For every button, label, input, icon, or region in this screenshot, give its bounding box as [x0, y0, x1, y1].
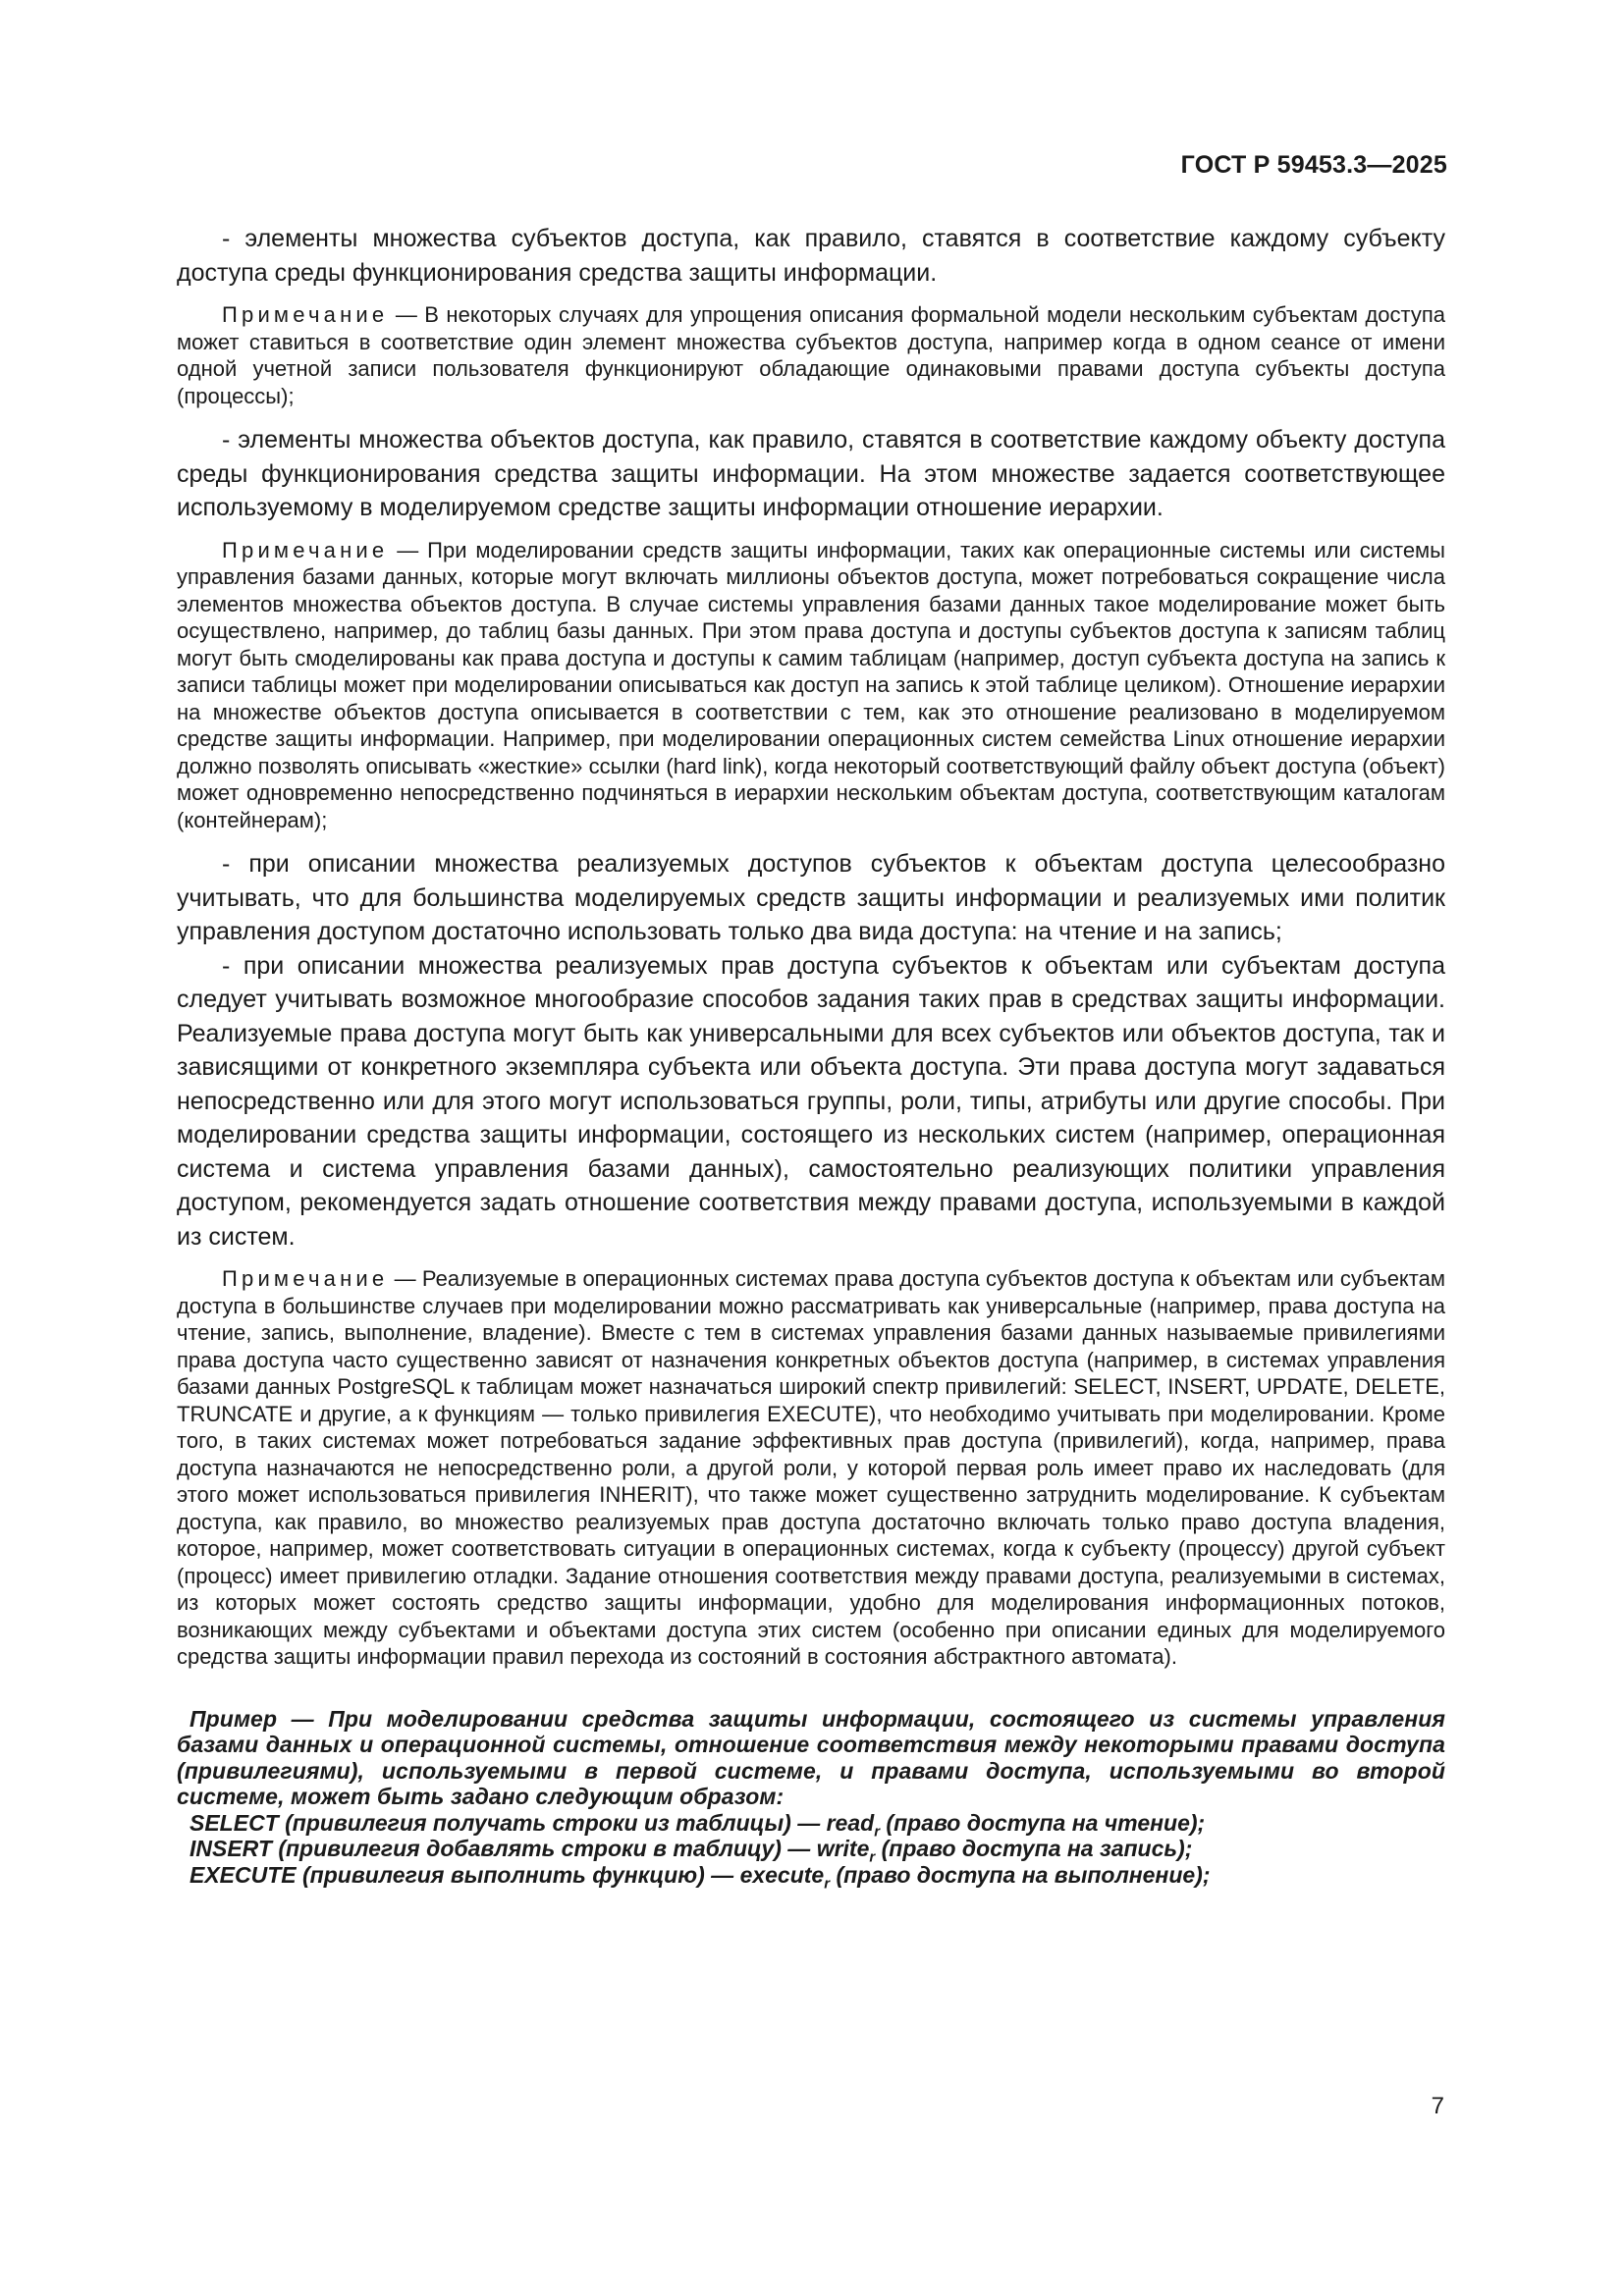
example-line-insert: INSERT (привилегия добавлять строки в таблицу) — write$_r$ (право доступа на запись);	[189, 1836, 1193, 1866]
standard-code-header: ГОСТ Р 59453.3—2025	[1180, 151, 1447, 179]
example-line-select: SELECT (привилегия получать строки из таблицы) — read$_r$ (право доступа на чтение);	[189, 1809, 1206, 1841]
page-number: 7	[1431, 2093, 1444, 2119]
paragraph-accesses: - при описании множества реализуемых доступов субъектов к объектам доступа целесообразно учитывать, что для большинства моделируемых средств защиты информации и реализуемых ими политик управления доступом достаточно использовать только два вида доступа: на чтение и на запись;	[177, 850, 1445, 945]
page-content	[177, 222, 1445, 1893]
note-text: — При моделировании средств защиты информации, таких как операционные системы или системы управления базами данных, которые могут включать миллионы объектов доступа, может потребоваться сокращение числа элементов множества объектов доступа. В случае системы управления базами данных такое моделирование может быть осуществлено, например, до таблиц базы данных. При этом права доступа и доступы субъектов доступа к записям таблиц могут быть смоделированы как права доступа и доступы к самим таблицам (например, доступ субъекта доступа на запись к записи таблицы может при моделировании описываться как доступ на запись к этой таблице целиком). Отношение иерархии на множестве объектов доступа описывается в соответствии с тем, как это отношение реализовано в моделируемом средстве защиты информации. Например, при моделировании операционных систем семейства Linux отношение иерархии должно позволять описывать «жесткие» ссылки (hard link), когда некоторый соответствующий файлу объект доступа (объект) может одновременно непосредственно подчиняться в иерархии нескольким объектам доступа, соответствующим каталогам (контейнерам);	[177, 537, 1445, 832]
note-subjects	[177, 301, 1445, 409]
example-line-execute: EXECUTE (привилегия выполнить функцию) — execute$_r$ (право доступа на выполнение);	[189, 1861, 1211, 1893]
note-label: Примечание	[222, 1266, 389, 1291]
paragraph-subjects: - элементы множества субъектов доступа, как правило, ставятся в соответствие каждому субъекту доступа среды функционирования средства защиты информации.	[177, 225, 1445, 287]
note-label: Примечание	[222, 302, 389, 327]
note-text: — В некоторых случаях для упрощения описания формальной модели нескольким субъектам доступа может ставиться в соответствие один элемент множества субъектов доступа, например когда в одном сеансе от имени одной учетной записи пользователя функционируют обладающие одинаковыми правами доступа субъекты доступа (процессы);	[177, 302, 1445, 408]
note-label: Примечание	[222, 537, 389, 562]
example-intro: Пример — При моделировании средства защиты информации, состоящего из системы управления базами данных и операционной системы, отношение соответствия между некоторыми правами доступа (привилегиями), используемыми в первой системе, и правами доступа, используемыми во второй системе, может быть задано следующим образом:	[177, 1705, 1445, 1809]
note-objects	[177, 537, 1445, 834]
note-text: — Реализуемые в операционных системах права доступа субъектов доступа к объектам или субъектам доступа в большинстве случаев при моделировании можно рассматривать как универсальные (например, права доступа на чтение, запись, выполнение, владение). Вместе с тем в системах управления базами данных называемые привилегиями права доступа часто существенно зависят от назначения конкретных объектов доступа (например, в системах управления базами данных PostgreSQL к таблицам может назначаться широкий спектр привилегий: SELECT, INSERT, UPDATE, DELETE, TRUNCATE и другие, а к функциям — только привилегия EXECUTE), что необходимо учитывать при моделировании. Кроме того, в таких системах может потребоваться задание эффективных прав доступа (привилегий), когда, например, права доступа назначаются не непосредственно роли, а другой роли, у которой первая роль имеет право их наследовать (для этого может использоваться привилегия INHERIT), что также может существенно затруднить моделирование. К субъектам доступа, как правило, во множество реализуемых прав доступа достаточно включать только право доступа владения, которое, например, может соответствовать ситуации в операционных системах, когда к субъекту (процессу) другой субъект (процесс) имеет привилегию отладки. Задание отношения соответствия между правами доступа, реализуемыми в системах, из которых может состоять средство защиты информации, удобно для моделирования информационных потоков, возникающих между субъектами и объектами доступа этих систем (особенно при описании единых для моделируемого средства защиты информации правил перехода из состояний в состояния абстрактного автомата).	[177, 1266, 1445, 1669]
note-access-rights	[177, 1265, 1445, 1671]
paragraph-access-rights: - при описании множества реализуемых прав доступа субъектов к объектам или субъектам доступа следует учитывать возможное многообразие способов задания таких прав в средствах защиты информации. Реализуемые права доступа могут быть как универсальными для всех субъектов или объектов доступа, так и зависящими от конкретного экземпляра субъекта или объекта доступа. Эти права доступа могут задаваться непосредственно или для этого могут использоваться группы, роли, типы, атрибуты или другие способы. При моделировании средства защиты информации, состоящего из нескольких систем (например, операционная система и система управления базами данных), самостоятельно реализующих политики управления доступом, рекомендуется задать отношение соответствия между правами доступа, используемыми в каждой из систем.	[177, 951, 1445, 1251]
paragraph-objects: - элементы множества объектов доступа, как правило, ставятся в соответствие каждому объекту доступа среды функционирования средства защиты информации. На этом множестве задается соответствующее используемому в моделируемом средстве защиты информации отношение иерархии.	[177, 426, 1445, 521]
